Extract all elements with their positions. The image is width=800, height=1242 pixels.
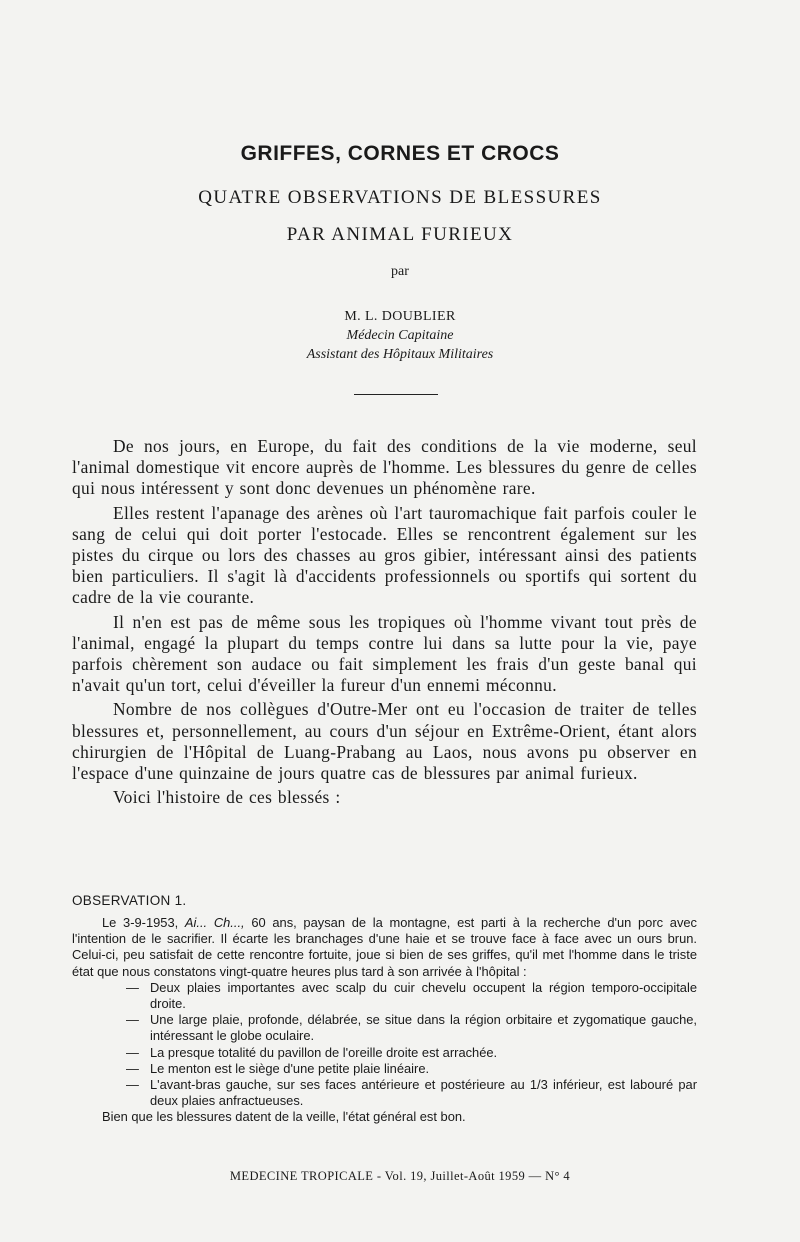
injury-text: L'avant-bras gauche, sur ses faces antérieure et postérieure au 1/3 inférieur, est labouré par deux plaies anfractueuses. [150, 1077, 697, 1109]
dash-marker: — [126, 1044, 139, 1060]
dash-marker: — [126, 979, 139, 995]
injury-item [126, 1012, 697, 1044]
article-title: GRIFFES, CORNES ET CROCS [240, 142, 560, 165]
injury-list [72, 980, 697, 1110]
injury-item [126, 1061, 697, 1077]
journal-footer: MEDECINE TROPICALE - Vol. 19, Juillet-Août 1959 — N° 4 [229, 1169, 571, 1183]
author-name: M. L. DOUBLIER [344, 309, 456, 324]
observation-intro-text: 60 ans, paysan de la montagne, est parti à la recherche d'un porc avec l'intention de le sacrifier. Il écarte les branchages d'une haie et se trouve face à face avec un ours brun. Celui-ci, peu satisfait de cette rencontre fortuite, joue si bien de ses griffes, qu'il met l'homme dans le triste état que nous constatons vingt-quatre heures plus tard à son arrivée à l'hôpital : [72, 915, 698, 979]
article-subtitle-line2: PAR ANIMAL FURIEUX [286, 224, 514, 245]
injury-text: Une large plaie, profonde, délabrée, se situe dans la région orbitaire et zygomatique gauche, intéressant le globe oculaire. [150, 1012, 697, 1044]
body-paragraph: Nombre de nos collègues d'Outre-Mer ont eu l'occasion de traiter de telles blessures et, personnellement, au cours d'un séjour en Extrême-Orient, étant alors chirurgien de l'Hôpital de Luang-Prabang au Laos, nous avons pu observer en l'espace d'une quinzaine de jours quatre cas de blessures par animal furieux. [72, 699, 697, 784]
injury-item [126, 1077, 697, 1109]
body-paragraph: Elles restent l'apanage des arènes où l'art tauromachique fait parfois couler le sang de celui qui doit porter l'estocade. Elles se rencontrent également sur les pistes du cirque ou lors des chasses au gros gibier, intéressant ainsi des patients bien particuliers. Il s'agit là d'accidents professionnels ou sportifs qui sortent du cadre de la vie courante. [72, 502, 697, 608]
body-paragraph: Voici l'histoire de ces blessés : [113, 787, 341, 808]
injury-item [126, 980, 697, 1012]
dash-marker: — [126, 1077, 139, 1093]
injury-text: Deux plaies importantes avec scalp du cuir chevelu occupent la région temporo-occipitale droite. [150, 979, 697, 1012]
observation-heading: OBSERVATION 1. [72, 893, 187, 908]
observation-date: Le 3-9-1953, [102, 915, 185, 930]
body-paragraph: Il n'en est pas de même sous les tropiques où l'homme vivant tout près de l'animal, engagé la plupart du temps contre lui dans sa lutte pour la vie, paye parfois chèrement son audace ou fait simplement les frais d'un geste banal qui n'avait qu'un tort, celui d'éveiller la fureur d'un ennemi méconnu. [72, 611, 697, 696]
observation-intro [72, 915, 697, 980]
dash-marker: — [126, 1012, 139, 1028]
author-affiliation: Assistant des Hôpitaux Militaires [306, 347, 494, 362]
patient-name: Ai... Ch..., [184, 915, 245, 930]
observation-closing: Bien que les blessures datent de la veille, l'état général est bon. [102, 1109, 466, 1125]
author-block [0, 307, 800, 364]
article-subtitle-line1: QUATRE OBSERVATIONS DE BLESSURES [198, 187, 602, 208]
injury-item [126, 1045, 697, 1061]
observation-heading-block [72, 893, 692, 908]
injury-text: Le menton est le siège d'une petite plaie linéaire. [150, 1060, 430, 1076]
by-line: par [391, 264, 409, 279]
injury-text: La presque totalité du pavillon de l'oreille droite est arrachée. [150, 1044, 498, 1060]
author-title: Médecin Capitaine [346, 328, 454, 343]
observation-case [72, 915, 697, 1126]
dash-marker: — [126, 1060, 139, 1076]
body-paragraph: De nos jours, en Europe, du fait des conditions de la vie moderne, seul l'animal domestique vit encore auprès de l'homme. Les blessures du genre de celles qui nous intéressent y sont donc devenues un phénomène rare. [72, 436, 697, 499]
title-divider [354, 394, 438, 395]
article-body [72, 436, 697, 811]
